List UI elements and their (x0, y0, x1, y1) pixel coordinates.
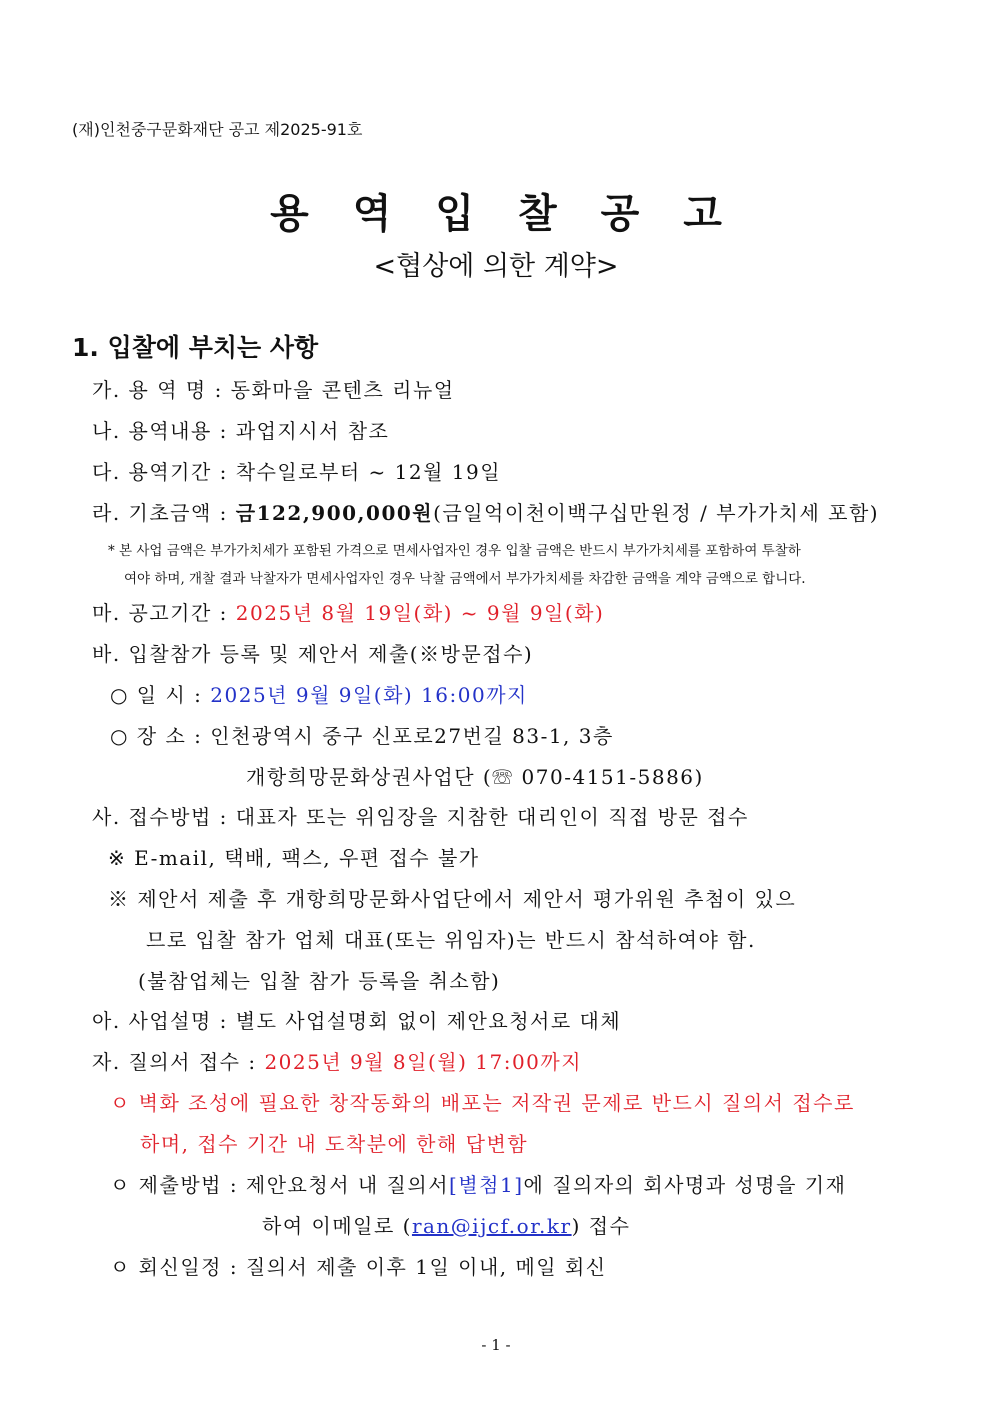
section-heading: 1. 입찰에 부치는 사항 (72, 333, 319, 362)
attachment-ref: [별첨1] (449, 1173, 524, 1197)
item-ja-bullet2-line2 (262, 1210, 630, 1239)
item-ba: 바. 입찰참가 등록 및 제안서 제출(※방문접수) (92, 642, 534, 666)
item-sa (92, 801, 749, 830)
item-sa-note1: ※ E-mail, 택배, 팩스, 우편 접수 불가 (108, 846, 480, 870)
item-ba-date-value: 2025년 9월 9일(화) 16:00까지 (210, 683, 528, 707)
item-ra-amount: 금122,900,000원 (235, 501, 434, 525)
item-ja-bullet2-line2-post: ) 접수 (571, 1214, 631, 1238)
item-ja-bullet2-line1 (110, 1169, 846, 1198)
item-na (92, 415, 389, 444)
item-a-label: 아. 사업설명 : (92, 1009, 236, 1033)
item-ja-label: 자. 질의서 접수 : (92, 1050, 265, 1074)
item-ra-label: 라. 기초금액 : (92, 501, 236, 525)
item-sa-note2-line1: ※ 제안서 제출 후 개항희망문화사업단에서 제안서 평가위원 추첨이 있으 (108, 887, 797, 911)
item-a-value: 별도 사업설명회 없이 제안요청서로 대체 (235, 1009, 622, 1033)
item-da-label: 다. 용역기간 : (92, 460, 236, 484)
item-ja-bullet2-label: ㅇ 제출방법 : (110, 1173, 246, 1197)
item-ja-bullet3: ㅇ 회신일정 : 질의서 제출 이후 1일 이내, 메일 회신 (110, 1255, 607, 1279)
item-da (92, 456, 501, 485)
item-na-label: 나. 용역내용 : (92, 419, 236, 443)
item-na-value: 과업지시서 참조 (235, 419, 390, 443)
document-subtitle: <협상에 의한 계약> (373, 251, 619, 282)
item-ma-value: 2025년 8월 19일(화) ~ 9월 9일(화) (235, 601, 605, 625)
item-sa-note2-line2: 므로 입찰 참가 업체 대표(또는 위임자)는 반드시 참석하여야 함. (146, 928, 756, 952)
item-sa-note2-line3: (불참업체는 입찰 참가 등록을 취소함) (138, 969, 501, 993)
item-ba-date (110, 679, 528, 708)
document-title: 용역입찰공고 (270, 191, 766, 237)
ra-footnote-line2: 여야 하며, 개찰 결과 낙찰자가 면세사업자인 경우 낙찰 금액에서 부가가치세를 차감한 금액을 계약 금액으로 합니다. (124, 571, 806, 587)
item-ba-place-line2: 개항희망문화상권사업단 (☏ 070-4151-5886) (246, 765, 704, 789)
item-ma-label: 마. 공고기간 : (92, 601, 236, 625)
item-a (92, 1005, 621, 1034)
item-ga-value: 동화마을 콘텐츠 리뉴얼 (230, 378, 455, 402)
ra-footnote-line1: * 본 사업 금액은 부가가치세가 포함된 가격으로 면세사업자인 경우 입찰 금액은 반드시 부가가치세를 포함하여 투찰하 (108, 543, 801, 559)
item-da-value: 착수일로부터 ~ 12월 19일 (235, 460, 502, 484)
item-ja-value: 2025년 9월 8일(월) 17:00까지 (264, 1050, 583, 1074)
item-sa-label: 사. 접수방법 : (92, 805, 236, 829)
item-ja-bullet2-post: 에 질의자의 회사명과 성명을 기재 (523, 1173, 847, 1197)
item-sa-value: 대표자 또는 위임장을 지참한 대리인이 직접 방문 접수 (235, 805, 749, 829)
item-ja-bullet2-pre: 제안요청서 내 질의서 (245, 1173, 450, 1197)
item-ma (92, 597, 604, 626)
item-ga-label: 가. 용 역 명 : (92, 378, 231, 402)
item-ja (92, 1046, 582, 1075)
item-ra-amount-note: (금일억이천이백구십만원정 / 부가가치세 포함) (433, 501, 880, 525)
item-ba-date-label: ○ 일 시 : (110, 683, 211, 707)
item-ja-bullet1-line2: 하며, 접수 기간 내 도착분에 한해 답변함 (140, 1132, 529, 1156)
item-ba-place-label: ○ 장 소 : (110, 724, 211, 748)
item-ba-place (110, 720, 614, 749)
item-ja-bullet2-line2-pre: 하여 이메일로 ( (262, 1214, 412, 1238)
item-ja-bullet1-line1: ㅇ 벽화 조성에 필요한 창작동화의 배포는 저작권 문제로 반드시 질의서 접수로 (110, 1091, 855, 1115)
page-number: - 1 - (481, 1336, 511, 1354)
email-link[interactable]: ran@ijcf.or.kr (411, 1214, 572, 1238)
notice-number: (재)인천중구문화재단 공고 제2025-91호 (72, 120, 363, 139)
item-ba-place-value: 인천광역시 중구 신포로27번길 83-1, 3층 (210, 724, 614, 748)
item-ra (92, 497, 879, 526)
item-ga (92, 374, 455, 403)
